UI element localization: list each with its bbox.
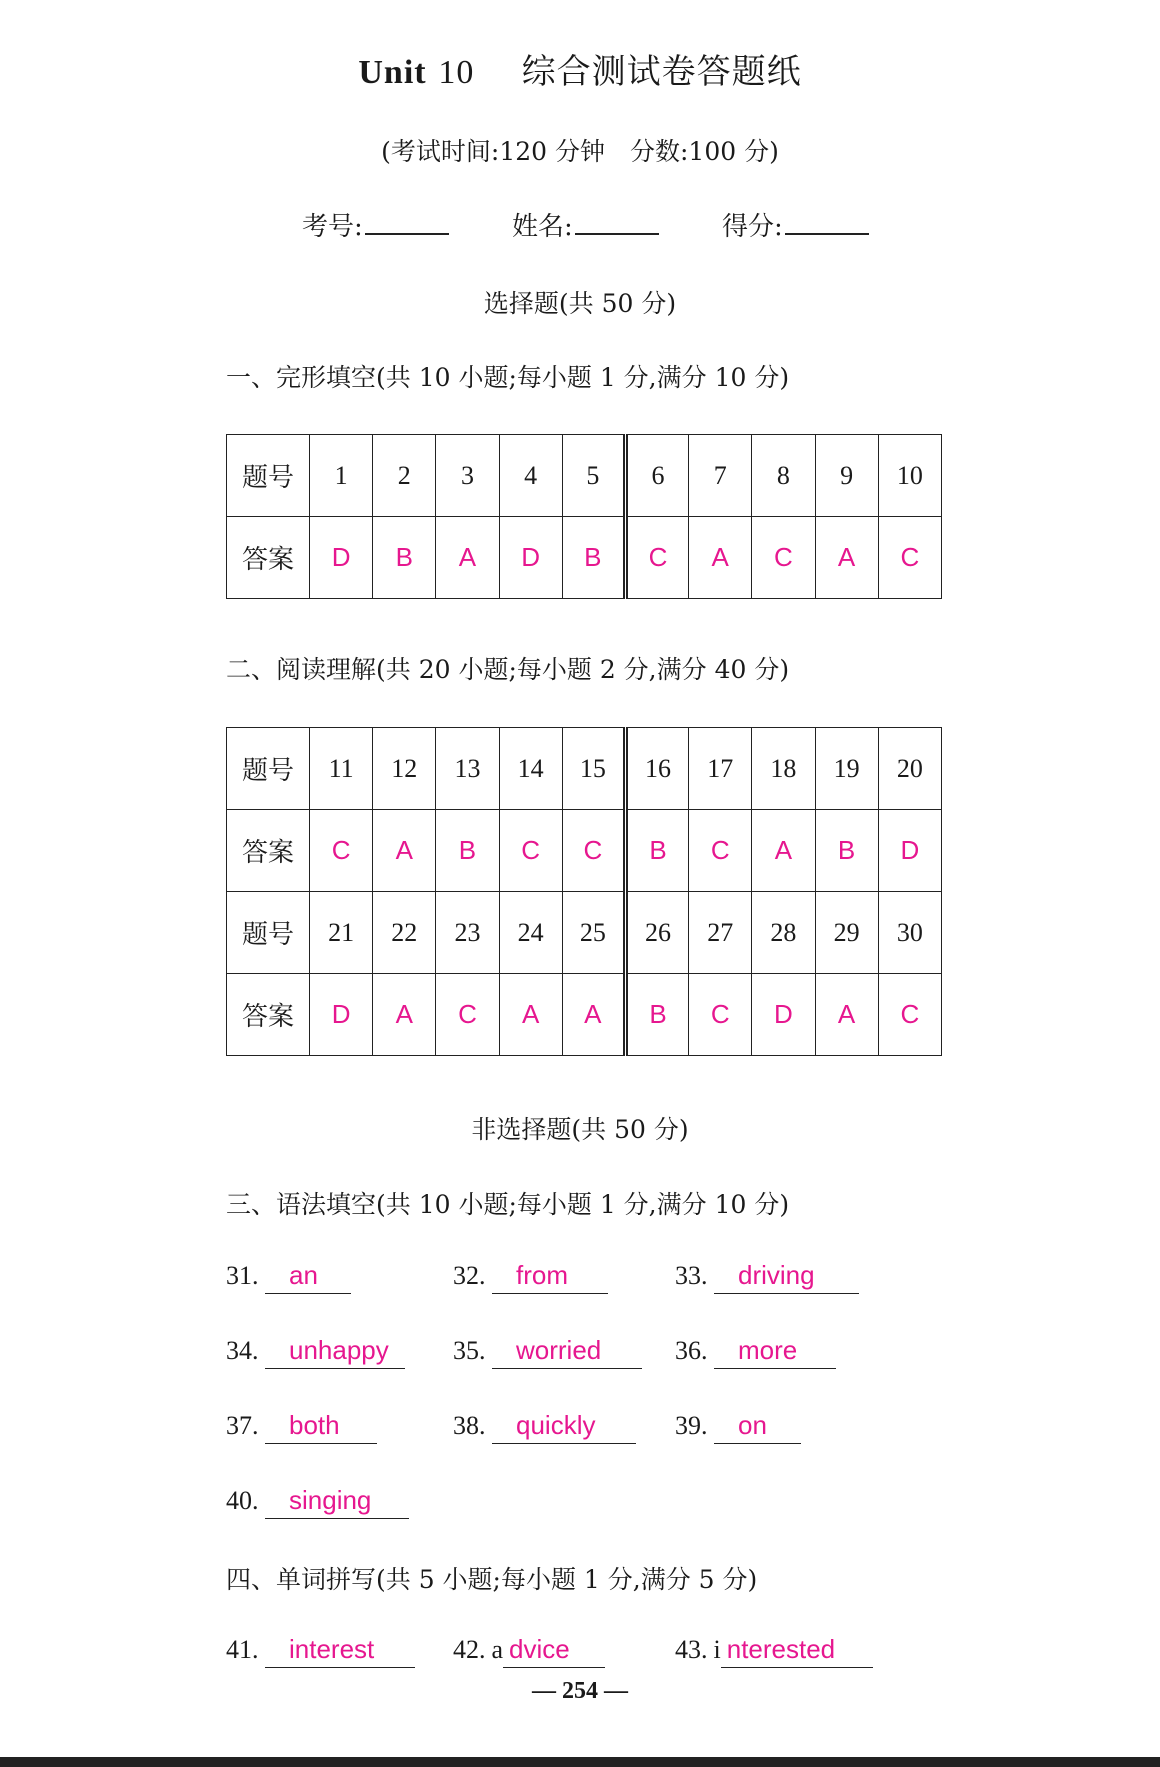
- answer-cell[interactable]: C: [499, 810, 562, 892]
- word-prefix: a: [491, 1635, 504, 1664]
- question-number: 25: [562, 892, 625, 974]
- answer-cell[interactable]: C: [562, 810, 625, 892]
- row-label-question: 题号: [227, 435, 310, 517]
- item-number: 34.: [226, 1336, 259, 1365]
- table-row: [227, 517, 942, 599]
- item-number: 35.: [453, 1336, 486, 1365]
- item-number: 33.: [675, 1261, 708, 1290]
- answer-cell[interactable]: C: [436, 974, 499, 1056]
- spell-item: [453, 1634, 605, 1668]
- row-label-question: 题号: [227, 892, 310, 974]
- answer-blank[interactable]: an: [265, 1260, 351, 1294]
- row-label-question: 题号: [227, 728, 310, 810]
- field-id-label: 考号:: [302, 212, 363, 242]
- answer-cell[interactable]: B: [815, 810, 878, 892]
- answer-cell[interactable]: D: [499, 517, 562, 599]
- answer-blank[interactable]: nterested: [721, 1634, 873, 1668]
- answer-blank[interactable]: unhappy: [265, 1335, 405, 1369]
- table-row: [227, 892, 942, 974]
- answer-blank[interactable]: singing: [265, 1485, 409, 1519]
- answer-cell[interactable]: B: [436, 810, 499, 892]
- question-number: 24: [499, 892, 562, 974]
- field-score-blank[interactable]: [785, 207, 869, 235]
- item-number: 39.: [675, 1411, 708, 1440]
- question-number: 26: [625, 892, 688, 974]
- field-score: [722, 206, 869, 243]
- table-row: [227, 435, 942, 517]
- part4-heading: 四、单词拼写(共 5 小题;每小题 1 分,满分 5 分): [226, 1565, 758, 1594]
- row-label-answer: 答案: [227, 974, 310, 1056]
- answer-cell[interactable]: B: [625, 974, 688, 1056]
- question-number: 12: [373, 728, 436, 810]
- page-number: — 254 —: [532, 1678, 628, 1704]
- spell-item: [226, 1634, 415, 1668]
- answer-cell[interactable]: C: [878, 974, 941, 1056]
- answer-cell[interactable]: D: [310, 517, 373, 599]
- question-number: 14: [499, 728, 562, 810]
- question-number: 29: [815, 892, 878, 974]
- answer-cell[interactable]: A: [815, 517, 878, 599]
- question-number: 13: [436, 728, 499, 810]
- question-number: 2: [373, 435, 436, 517]
- item-number: 31.: [226, 1261, 259, 1290]
- fill-item: [675, 1410, 801, 1444]
- page-title: [0, 44, 1160, 93]
- title-text: 综合测试卷答题纸: [521, 52, 802, 92]
- fill-item: [453, 1260, 608, 1294]
- answer-cell[interactable]: A: [373, 810, 436, 892]
- item-number: 36.: [675, 1336, 708, 1365]
- answer-blank[interactable]: driving: [714, 1260, 859, 1294]
- question-number: 7: [689, 435, 752, 517]
- part2-heading: 二、阅读理解(共 20 小题;每小题 2 分,满分 40 分): [226, 655, 790, 684]
- answer-cell[interactable]: C: [625, 517, 688, 599]
- answer-cell[interactable]: A: [373, 974, 436, 1056]
- question-number: 27: [689, 892, 752, 974]
- fill-item: [453, 1410, 636, 1444]
- fill-item: [453, 1335, 642, 1369]
- answer-cell[interactable]: B: [562, 517, 625, 599]
- answer-cell[interactable]: B: [625, 810, 688, 892]
- answer-cell[interactable]: D: [752, 974, 815, 1056]
- title-number: 10: [438, 54, 475, 91]
- question-number: 15: [562, 728, 625, 810]
- answer-cell[interactable]: A: [752, 810, 815, 892]
- fill-item: [226, 1485, 409, 1519]
- question-number: 11: [310, 728, 373, 810]
- field-name: [512, 206, 659, 243]
- item-number: 38.: [453, 1411, 486, 1440]
- field-id: [302, 206, 449, 243]
- answer-cell[interactable]: B: [373, 517, 436, 599]
- bottom-bar: [0, 1757, 1160, 1767]
- question-number: 9: [815, 435, 878, 517]
- answer-cell[interactable]: C: [752, 517, 815, 599]
- answer-cell[interactable]: A: [499, 974, 562, 1056]
- item-number: 41.: [226, 1635, 259, 1664]
- spell-item: [675, 1634, 873, 1668]
- table-row: [227, 810, 942, 892]
- question-number: 16: [625, 728, 688, 810]
- question-number: 6: [625, 435, 688, 517]
- question-number: 21: [310, 892, 373, 974]
- answer-cell[interactable]: D: [878, 810, 941, 892]
- answer-cell[interactable]: A: [436, 517, 499, 599]
- answer-blank[interactable]: worried: [492, 1335, 642, 1369]
- answer-blank[interactable]: on: [714, 1410, 801, 1444]
- answer-cell[interactable]: C: [689, 810, 752, 892]
- field-id-blank[interactable]: [365, 207, 449, 235]
- question-number: 17: [689, 728, 752, 810]
- answer-cell[interactable]: C: [689, 974, 752, 1056]
- question-number: 18: [752, 728, 815, 810]
- question-number: 5: [562, 435, 625, 517]
- part2-answer-table: [226, 727, 942, 1056]
- fill-item: [675, 1335, 836, 1369]
- row-label-answer: 答案: [227, 517, 310, 599]
- fill-item: [675, 1260, 859, 1294]
- question-number: 28: [752, 892, 815, 974]
- table-row: [227, 974, 942, 1056]
- answer-blank[interactable]: both: [265, 1410, 377, 1444]
- field-score-label: 得分:: [722, 212, 783, 242]
- part1-heading: 一、完形填空(共 10 小题;每小题 1 分,满分 10 分): [226, 363, 790, 392]
- item-number: 43.: [675, 1635, 708, 1664]
- item-number: 40.: [226, 1486, 259, 1515]
- row-label-answer: 答案: [227, 810, 310, 892]
- question-number: 4: [499, 435, 562, 517]
- answer-blank[interactable]: quickly: [492, 1410, 636, 1444]
- word-prefix: i: [713, 1635, 721, 1664]
- answer-blank[interactable]: interest: [265, 1634, 415, 1668]
- answer-cell[interactable]: C: [310, 810, 373, 892]
- fill-item: [226, 1410, 377, 1444]
- question-number: 8: [752, 435, 815, 517]
- item-number: 32.: [453, 1261, 486, 1290]
- field-name-blank[interactable]: [575, 207, 659, 235]
- answer-blank[interactable]: more: [714, 1335, 836, 1369]
- question-number: 10: [878, 435, 941, 517]
- answer-blank[interactable]: dvice: [503, 1634, 605, 1668]
- answer-blank[interactable]: from: [492, 1260, 608, 1294]
- part3-heading: 三、语法填空(共 10 小题;每小题 1 分,满分 10 分): [226, 1190, 790, 1219]
- answer-cell[interactable]: A: [815, 974, 878, 1056]
- item-number: 37.: [226, 1411, 259, 1440]
- nonchoice-section-heading: 非选择题(共 50 分): [471, 1115, 689, 1144]
- part1-answer-table: [226, 434, 942, 599]
- question-number: 3: [436, 435, 499, 517]
- question-number: 1: [310, 435, 373, 517]
- field-name-label: 姓名:: [512, 212, 573, 242]
- question-number: 22: [373, 892, 436, 974]
- answer-cell[interactable]: A: [689, 517, 752, 599]
- answer-cell[interactable]: A: [562, 974, 625, 1056]
- table-row: [227, 728, 942, 810]
- question-number: 19: [815, 728, 878, 810]
- exam-info: (考试时间:120 分钟 分数:100 分): [381, 137, 779, 166]
- fill-item: [226, 1335, 405, 1369]
- question-number: 30: [878, 892, 941, 974]
- item-number: 42.: [453, 1635, 486, 1664]
- choice-section-heading: 选择题(共 50 分): [483, 289, 677, 318]
- answer-cell[interactable]: D: [310, 974, 373, 1056]
- answer-cell[interactable]: C: [878, 517, 941, 599]
- fill-item: [226, 1260, 351, 1294]
- title-unit: Unit: [358, 54, 427, 91]
- question-number: 23: [436, 892, 499, 974]
- question-number: 20: [878, 728, 941, 810]
